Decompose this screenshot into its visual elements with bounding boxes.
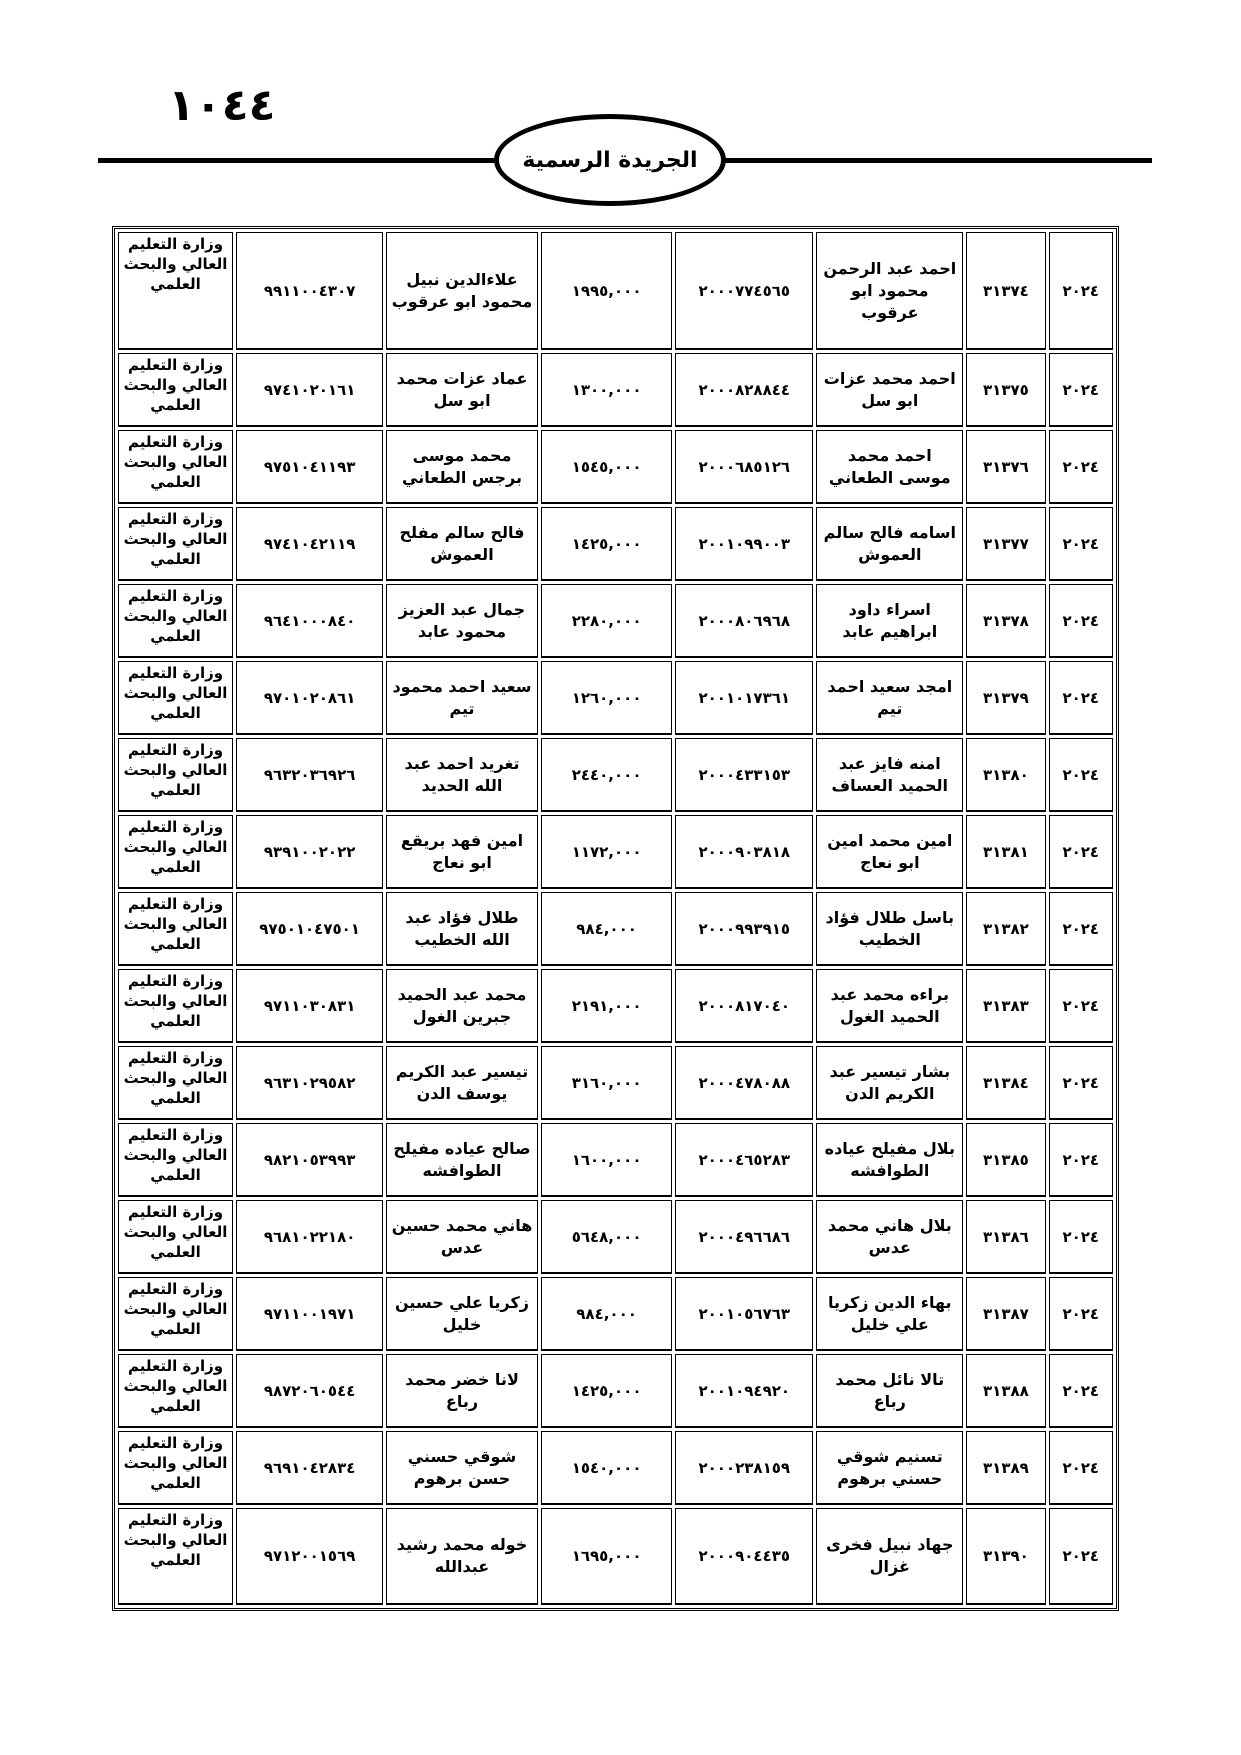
guardian-name-cell: جمال عبد العزيز محمود عابد (386, 584, 538, 658)
amount-cell: ٣١٦٠,٠٠٠ (541, 1046, 672, 1120)
national-id-cell: ٢٠٠١٠١٧٣٦١ (675, 661, 813, 735)
table-row (118, 584, 1113, 658)
year-cell: ٢٠٢٤ (1049, 661, 1113, 735)
guardian-name-cell: علاءالدين نبيل محمود ابو عرقوب (386, 232, 538, 350)
student-name-cell: تالا نائل محمد رباع (816, 1354, 963, 1428)
year-cell: ٢٠٢٤ (1049, 1277, 1113, 1351)
ministry-cell: وزارة التعليم العالي والبحث العلمي (118, 507, 233, 581)
guardian-id-cell: ٩٧٤١٠٤٢١١٩ (236, 507, 383, 581)
student-name-cell: امجد سعيد احمد تيم (816, 661, 963, 735)
year-cell: ٢٠٢٤ (1049, 353, 1113, 427)
ministry-cell: وزارة التعليم العالي والبحث العلمي (118, 1046, 233, 1120)
year-cell: ٢٠٢٤ (1049, 1508, 1113, 1605)
national-id-cell: ٢٠٠٠٩٠٤٤٣٥ (675, 1508, 813, 1605)
records-table-frame (112, 226, 1119, 1611)
record-number-cell: ٣١٣٨٩ (966, 1431, 1045, 1505)
ministry-cell: وزارة التعليم العالي والبحث العلمي (118, 1200, 233, 1274)
guardian-id-cell: ٩٧١١٠٠١٩٧١ (236, 1277, 383, 1351)
amount-cell: ١٦٠٠,٠٠٠ (541, 1123, 672, 1197)
table-row (118, 353, 1113, 427)
records-table (115, 229, 1116, 1608)
guardian-name-cell: عماد عزات محمد ابو سل (386, 353, 538, 427)
student-name-cell: باسل طلال فؤاد الخطيب (816, 892, 963, 966)
amount-cell: ١٣٠٠,٠٠٠ (541, 353, 672, 427)
year-cell: ٢٠٢٤ (1049, 430, 1113, 504)
guardian-name-cell: محمد عبد الحميد جبرين الغول (386, 969, 538, 1043)
amount-cell: ١٦٩٥,٠٠٠ (541, 1508, 672, 1605)
amount-cell: ٩٨٤,٠٠٠ (541, 1277, 672, 1351)
table-row (118, 661, 1113, 735)
year-cell: ٢٠٢٤ (1049, 1046, 1113, 1120)
record-number-cell: ٣١٣٨٦ (966, 1200, 1045, 1274)
guardian-id-cell: ٩٧٥١٠٤١١٩٣ (236, 430, 383, 504)
guardian-id-cell: ٩٧١١٠٣٠٨٣١ (236, 969, 383, 1043)
national-id-cell: ٢٠٠٠٨٠٦٩٦٨ (675, 584, 813, 658)
amount-cell: ٢٢٨٠,٠٠٠ (541, 584, 672, 658)
table-row (118, 738, 1113, 812)
table-row (118, 1046, 1113, 1120)
national-id-cell: ٢٠٠٠٦٨٥١٢٦ (675, 430, 813, 504)
ministry-cell: وزارة التعليم العالي والبحث العلمي (118, 1431, 233, 1505)
ministry-cell: وزارة التعليم العالي والبحث العلمي (118, 892, 233, 966)
guardian-name-cell: لانا خضر محمد رباع (386, 1354, 538, 1428)
amount-cell: ١٢٦٠,٠٠٠ (541, 661, 672, 735)
table-row (118, 1508, 1113, 1605)
amount-cell: ١٩٩٥,٠٠٠ (541, 232, 672, 350)
ministry-cell: وزارة التعليم العالي والبحث العلمي (118, 1277, 233, 1351)
guardian-name-cell: هاني محمد حسين عدس (386, 1200, 538, 1274)
guardian-name-cell: طلال فؤاد عبد الله الخطيب (386, 892, 538, 966)
year-cell: ٢٠٢٤ (1049, 1431, 1113, 1505)
student-name-cell: امين محمد امين ابو نعاج (816, 815, 963, 889)
guardian-name-cell: خوله محمد رشيد عبدالله (386, 1508, 538, 1605)
national-id-cell: ٢٠٠٠٩٠٣٨١٨ (675, 815, 813, 889)
guardian-id-cell: ٩٧٤١٠٢٠١٦١ (236, 353, 383, 427)
guardian-name-cell: شوقي حسني حسن برهوم (386, 1431, 538, 1505)
national-id-cell: ٢٠٠٠٨١٧٠٤٠ (675, 969, 813, 1043)
gazette-title: الجريدة الرسمية (522, 147, 698, 173)
amount-cell: ١١٧٢,٠٠٠ (541, 815, 672, 889)
ministry-cell: وزارة التعليم العالي والبحث العلمي (118, 1123, 233, 1197)
guardian-name-cell: تيسير عبد الكريم يوسف الدن (386, 1046, 538, 1120)
student-name-cell: جهاد نبيل فخرى غزال (816, 1508, 963, 1605)
record-number-cell: ٣١٣٧٤ (966, 232, 1045, 350)
student-name-cell: احمد محمد عزات ابو سل (816, 353, 963, 427)
page-number: ١٠٤٤ (168, 80, 276, 131)
amount-cell: ١٥٤٠,٠٠٠ (541, 1431, 672, 1505)
record-number-cell: ٣١٣٨٧ (966, 1277, 1045, 1351)
guardian-id-cell: ٩٦٣١٠٢٩٥٨٢ (236, 1046, 383, 1120)
year-cell: ٢٠٢٤ (1049, 507, 1113, 581)
record-number-cell: ٣١٣٨٤ (966, 1046, 1045, 1120)
guardian-id-cell: ٩٦٨١٠٢٢١٨٠ (236, 1200, 383, 1274)
table-row (118, 815, 1113, 889)
table-row (118, 1354, 1113, 1428)
table-row (118, 1277, 1113, 1351)
national-id-cell: ٢٠٠١٠٥٦٧٦٣ (675, 1277, 813, 1351)
guardian-id-cell: ٩٣٩١٠٠٢٠٢٢ (236, 815, 383, 889)
national-id-cell: ٢٠٠٠٧٧٤٥٦٥ (675, 232, 813, 350)
record-number-cell: ٣١٣٨٣ (966, 969, 1045, 1043)
student-name-cell: بهاء الدين زكريا علي خليل (816, 1277, 963, 1351)
record-number-cell: ٣١٣٩٠ (966, 1508, 1045, 1605)
table-row (118, 430, 1113, 504)
student-name-cell: احمد عبد الرحمن محمود ابو عرقوب (816, 232, 963, 350)
guardian-id-cell: ٩٩١١٠٠٤٣٠٧ (236, 232, 383, 350)
record-number-cell: ٣١٣٧٦ (966, 430, 1045, 504)
table-row (118, 1431, 1113, 1505)
ministry-cell: وزارة التعليم العالي والبحث العلمي (118, 661, 233, 735)
guardian-name-cell: فالح سالم مفلح العموش (386, 507, 538, 581)
guardian-id-cell: ٩٦٩١٠٤٢٨٣٤ (236, 1431, 383, 1505)
table-row (118, 1200, 1113, 1274)
guardian-id-cell: ٩٧٥٠١٠٤٧٥٠١ (236, 892, 383, 966)
year-cell: ٢٠٢٤ (1049, 738, 1113, 812)
ministry-cell: وزارة التعليم العالي والبحث العلمي (118, 815, 233, 889)
guardian-id-cell: ٩٧١٢٠٠١٥٦٩ (236, 1508, 383, 1605)
student-name-cell: امنه فايز عبد الحميد العساف (816, 738, 963, 812)
guardian-id-cell: ٩٨٢١٠٥٣٩٩٣ (236, 1123, 383, 1197)
student-name-cell: بشار تيسير عبد الكريم الدن (816, 1046, 963, 1120)
table-row (118, 892, 1113, 966)
ministry-cell: وزارة التعليم العالي والبحث العلمي (118, 584, 233, 658)
amount-cell: ٢٤٤٠,٠٠٠ (541, 738, 672, 812)
national-id-cell: ٢٠٠٠٤٧٨٠٨٨ (675, 1046, 813, 1120)
student-name-cell: بلال هاني محمد عدس (816, 1200, 963, 1274)
amount-cell: ٩٨٤,٠٠٠ (541, 892, 672, 966)
year-cell: ٢٠٢٤ (1049, 232, 1113, 350)
national-id-cell: ٢٠٠١٠٩٩٠٠٣ (675, 507, 813, 581)
guardian-id-cell: ٩٦٤١٠٠٠٨٤٠ (236, 584, 383, 658)
year-cell: ٢٠٢٤ (1049, 969, 1113, 1043)
record-number-cell: ٣١٣٧٨ (966, 584, 1045, 658)
record-number-cell: ٣١٣٨٢ (966, 892, 1045, 966)
table-row (118, 232, 1113, 350)
amount-cell: ٢١٩١,٠٠٠ (541, 969, 672, 1043)
guardian-name-cell: سعيد احمد محمود تيم (386, 661, 538, 735)
year-cell: ٢٠٢٤ (1049, 584, 1113, 658)
record-number-cell: ٣١٣٨١ (966, 815, 1045, 889)
national-id-cell: ٢٠٠٠٤٩٦٦٨٦ (675, 1200, 813, 1274)
ministry-cell: وزارة التعليم العالي والبحث العلمي (118, 738, 233, 812)
year-cell: ٢٠٢٤ (1049, 1354, 1113, 1428)
record-number-cell: ٣١٣٧٥ (966, 353, 1045, 427)
guardian-id-cell: ٩٨٧٢٠٦٠٥٤٤ (236, 1354, 383, 1428)
guardian-name-cell: امين فهد بريقع ابو نعاج (386, 815, 538, 889)
record-number-cell: ٣١٣٧٩ (966, 661, 1045, 735)
guardian-id-cell: ٩٧٠١٠٢٠٨٦١ (236, 661, 383, 735)
record-number-cell: ٣١٣٧٧ (966, 507, 1045, 581)
table-row (118, 507, 1113, 581)
national-id-cell: ٢٠٠٠٢٣٨١٥٩ (675, 1431, 813, 1505)
amount-cell: ١٤٢٥,٠٠٠ (541, 507, 672, 581)
student-name-cell: اسراء داود ابراهيم عابد (816, 584, 963, 658)
amount-cell: ١٥٤٥,٠٠٠ (541, 430, 672, 504)
national-id-cell: ٢٠٠١٠٩٤٩٢٠ (675, 1354, 813, 1428)
guardian-name-cell: تغريد احمد عبد الله الحديد (386, 738, 538, 812)
national-id-cell: ٢٠٠٠٤٦٥٢٨٣ (675, 1123, 813, 1197)
student-name-cell: اسامه فالح سالم العموش (816, 507, 963, 581)
ministry-cell: وزارة التعليم العالي والبحث العلمي (118, 969, 233, 1043)
guardian-name-cell: صالح عياده مفيلح الطوافشه (386, 1123, 538, 1197)
ministry-cell: وزارة التعليم العالي والبحث العلمي (118, 353, 233, 427)
ministry-cell: وزارة التعليم العالي والبحث العلمي (118, 430, 233, 504)
ministry-cell: وزارة التعليم العالي والبحث العلمي (118, 1508, 233, 1605)
student-name-cell: احمد محمد موسى الطعاني (816, 430, 963, 504)
guardian-name-cell: زكريا علي حسين خليل (386, 1277, 538, 1351)
student-name-cell: تسنيم شوقي حسني برهوم (816, 1431, 963, 1505)
record-number-cell: ٣١٣٨٨ (966, 1354, 1045, 1428)
year-cell: ٢٠٢٤ (1049, 1123, 1113, 1197)
guardian-name-cell: محمد موسى برجس الطعاني (386, 430, 538, 504)
national-id-cell: ٢٠٠٠٤٣٣١٥٣ (675, 738, 813, 812)
national-id-cell: ٢٠٠٠٨٢٨٨٤٤ (675, 353, 813, 427)
ministry-cell: وزارة التعليم العالي والبحث العلمي (118, 232, 233, 350)
national-id-cell: ٢٠٠٠٩٩٣٩١٥ (675, 892, 813, 966)
year-cell: ٢٠٢٤ (1049, 892, 1113, 966)
table-row (118, 969, 1113, 1043)
year-cell: ٢٠٢٤ (1049, 1200, 1113, 1274)
student-name-cell: براءه محمد عبد الحميد الغول (816, 969, 963, 1043)
year-cell: ٢٠٢٤ (1049, 815, 1113, 889)
table-row (118, 1123, 1113, 1197)
student-name-cell: بلال مفيلح عياده الطوافشه (816, 1123, 963, 1197)
record-number-cell: ٣١٣٨٥ (966, 1123, 1045, 1197)
gazette-masthead (494, 114, 726, 206)
ministry-cell: وزارة التعليم العالي والبحث العلمي (118, 1354, 233, 1428)
record-number-cell: ٣١٣٨٠ (966, 738, 1045, 812)
amount-cell: ٥٦٤٨,٠٠٠ (541, 1200, 672, 1274)
amount-cell: ١٤٢٥,٠٠٠ (541, 1354, 672, 1428)
guardian-id-cell: ٩٦٣٢٠٣٦٩٢٦ (236, 738, 383, 812)
